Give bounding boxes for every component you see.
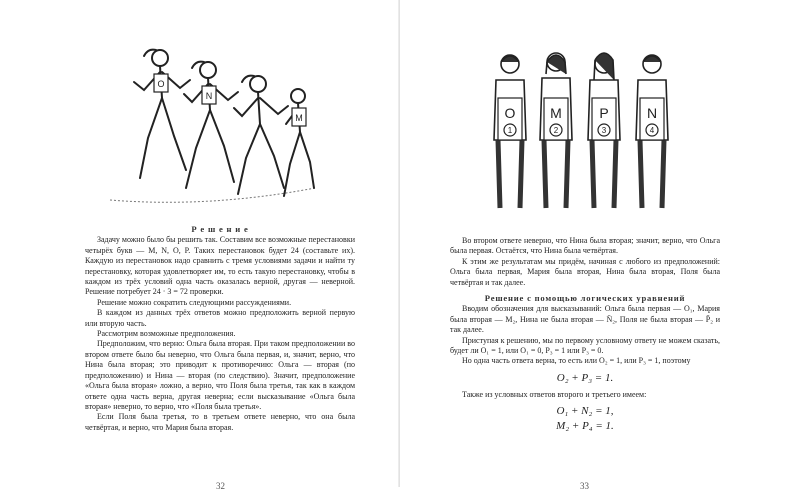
runners-illustration	[100, 38, 320, 210]
paragraph: Во втором ответе неверно, что Нина была вторая; значит, верно, что Ольга была первая. Остаётся, что Нина была четвёртая.	[450, 236, 720, 256]
bib-letter: N	[205, 91, 213, 101]
formula: M₂ + P₄ = 1.	[556, 420, 614, 433]
page-number: 33	[580, 481, 589, 491]
card-number: 1	[507, 126, 513, 135]
formula: O₂ + P₃ = 1.	[556, 371, 614, 384]
formula: O₁ + N₂ = 1,	[556, 405, 614, 418]
paragraph: Вводим обозначения для высказываний: Ольга была первая — O₁, Мария была вторая — M₂, Нина не была вторая — N̄₂, Поля не была вторая — P̄₂ и так далее.	[450, 304, 720, 335]
bib-letter: M	[295, 113, 303, 123]
paragraph: К этим же результатам мы придём, начиная с любого из предположений: Ольга была первая, Мария была вторая, Нина была вторая, Поля была четвёртая и так далее.	[450, 256, 720, 287]
paragraph: В каждом из данных трёх ответов можно предположить верной первую или вторую часть.	[85, 308, 355, 328]
runner-figure	[184, 62, 238, 188]
card-letter: N	[646, 105, 658, 121]
runner-figure	[284, 89, 314, 196]
paragraph: Решение можно сократить следующими рассуждениями.	[97, 297, 292, 307]
runner-figure	[234, 76, 288, 194]
left-text-column	[85, 224, 355, 433]
paragraph: Задачу можно было бы решить так. Составим все возможные перестановки четырёх букв — M, N, O, P. Таких перестановок будет 24 (составьте их). Каждую из перестановок надо сравнить с тремя условиями задачи и найти ту перестановку, которая удовлетворяет им, то есть такую перестановку, чтобы в каждом из трёх условий одна часть оказалась верной, другая — неверной. Решение потребует 24 · 3 = 72 проверки.	[85, 235, 355, 297]
card-letter: M	[550, 105, 562, 121]
paragraph: Также из условных ответов второго и третьего имеем:	[462, 389, 647, 399]
section-heading: Р е ш е н и е	[191, 224, 249, 234]
right-page	[400, 0, 800, 491]
bib-letter: O	[157, 79, 165, 89]
girls-with-cards-illustration	[482, 40, 682, 220]
paragraph: Но одна часть ответа верна, то есть или O₂ = 1, или P₃ = 1, поэтому	[462, 356, 691, 366]
paragraph: Предположим, что верно: Ольга была вторая. При таком предположении во втором ответе было бы неверно, что Ольга была первая, и, значит, верно, что Нина была вторая; это приводит к противоречию: Ольга — вторая (по предположению) и Нина — вторая (по следствию). Значит, предположение «Ольга была вторая» ложно, а верно, что Поля была третья, так как в каждом ответе одна часть верна, другая неверна; если высказывание «Ольга была вторая» неверно, то верно, что «Поля была третья».	[85, 339, 355, 411]
page-number: 32	[216, 481, 225, 491]
runner-figure	[134, 50, 190, 178]
card-number: 4	[649, 126, 655, 135]
paragraph: Рассмотрим возможные предположения.	[97, 329, 236, 339]
card-letter: P	[599, 105, 609, 121]
right-text-column	[450, 236, 720, 438]
card-number: 2	[553, 126, 559, 135]
card-letter: O	[504, 105, 516, 121]
card-number: 3	[601, 126, 607, 135]
paragraph: Приступая к решению, мы по первому условному ответу не можем сказать, будет ли O₁ = 1, или O₁ = 0, P₃ = 1 или P₃ = 0.	[450, 335, 720, 356]
section-heading: Решение с помощью логических уравнений	[484, 293, 686, 304]
paragraph: Если Поля была третья, то в третьем ответе неверно, что она была четвёртая, и верно, что Мария была вторая.	[85, 412, 355, 432]
